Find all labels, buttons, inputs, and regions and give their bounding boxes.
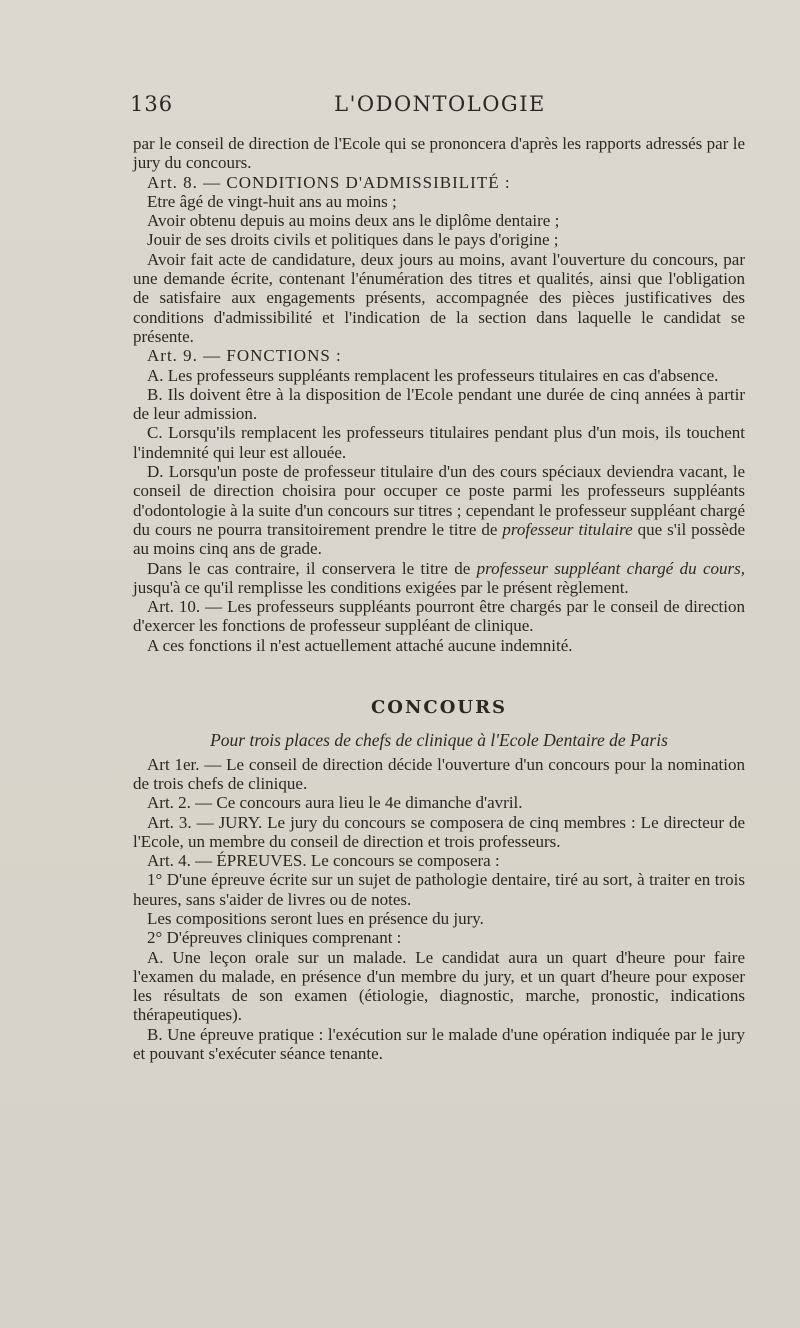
article-10: Art. 10. — Les professeurs suppléants pourront être chargés par le conseil de direction d'exercer les fonctions de professeur suppléant de clinique. xyxy=(133,597,745,636)
running-head: L'ODONTOLOGIE xyxy=(334,92,546,116)
article-9-heading: Art. 9. — FONCTIONS : xyxy=(147,346,342,366)
text-run: D. Lorsqu'un poste de professeur titulaire d'un des cours spéciaux deviendra vacant, le conseil de direction choisira pour occuper ce poste parmi les professeurs suppléants d'odontologie à la suite d'un concours sur titres ; cependant le professeur suppléant chargé du cours ne pourra transitoirement prendre le titre de xyxy=(133,462,745,539)
page-header xyxy=(130,92,750,122)
condition-item: Jouir de ses droits civils et politiques dans le pays d'origine ; xyxy=(147,230,559,250)
article-3: Art. 3. — JURY. Le jury du concours se composera de cinq membres : Le directeur de l'Ecole, un membre du conseil de direction et trois professeurs. xyxy=(133,812,745,851)
section-subtitle: Pour trois places de chefs de clinique à l'Ecole Dentaire de Paris xyxy=(210,730,668,751)
text-run: que s'il possède au moins cinq ans de grade. xyxy=(133,519,745,559)
function-item: A. Les professeurs suppléants remplacent les professeurs titulaires en cas d'absence. xyxy=(147,365,719,385)
paragraph xyxy=(133,559,745,598)
condition-item: Avoir fait acte de candidature, deux jours au moins, avant l'ouverture du concours, par une demande écrite, contenant l'énumération des titres et qualités, ainsi que l'obligation de satisfaire aux engagements présents, accompagnée des pièces justificatives des conditions d'admissibilité et l'indication de la section dans laquelle le candidat se présente. xyxy=(133,249,745,346)
function-item xyxy=(133,462,745,558)
exam-subitem: A. Une leçon orale sur un malade. Le candidat aura un quart d'heure pour faire l'examen du malade, en présence d'un membre du jury, et un quart d'heure pour exposer les résultats de son examen (étiologie, diagnostic, marche, pronostic, indications thérapeutiques). xyxy=(133,947,745,1025)
section-title: CONCOURS xyxy=(370,697,508,719)
article-1: Art 1er. — Le conseil de direction décide l'ouverture d'un concours pour la nomination de trois chefs de clinique. xyxy=(133,754,745,793)
article-8-heading: Art. 8. — CONDITIONS D'ADMISSIBILITÉ : xyxy=(147,172,511,192)
page-number: 136 xyxy=(130,92,174,116)
body-text xyxy=(133,134,745,1063)
paragraph: Les compositions seront lues en présence du jury. xyxy=(147,908,484,928)
text-run: jusqu'à ce qu'il remplisse les conditions exigées par le présent règlement. xyxy=(133,577,629,597)
condition-item: Etre âgé de vingt-huit ans au moins ; xyxy=(147,191,397,211)
paragraph: par le conseil de direction de l'Ecole qui se prononcera d'après les rapports adressés par le jury du concours. xyxy=(133,134,745,173)
article-4: Art. 4. — ÉPREUVES. Le concours se composera : xyxy=(147,851,500,871)
article-2: Art. 2. — Ce concours aura lieu le 4e dimanche d'avril. xyxy=(147,793,523,813)
italic-run: professeur suppléant chargé du cours, xyxy=(476,558,746,578)
text-run: Dans le cas contraire, il conservera le titre de xyxy=(147,558,471,578)
exam-item: 2° D'épreuves cliniques comprenant : xyxy=(147,928,402,948)
condition-item: Avoir obtenu depuis au moins deux ans le diplôme dentaire ; xyxy=(147,211,560,231)
exam-item: 1° D'une épreuve écrite sur un sujet de pathologie dentaire, tiré au sort, à traiter en trois heures, sans s'aider de livres ou de notes. xyxy=(133,870,745,909)
italic-run: professeur titulaire xyxy=(502,519,633,539)
exam-subitem: B. Une épreuve pratique : l'exécution sur le malade d'une opération indiquée par le jury et pouvant s'exécuter séance tenante. xyxy=(133,1024,745,1064)
function-item: B. Ils doivent être à la disposition de l'Ecole pendant une durée de cinq années à partir de leur admission. xyxy=(133,384,745,424)
function-item: C. Lorsqu'ils remplacent les professeurs titulaires pendant plus d'un mois, ils touchent l'indemnité qui leur est allouée. xyxy=(133,423,745,462)
paragraph: A ces fonctions il n'est actuellement attaché aucune indemnité. xyxy=(147,635,573,655)
